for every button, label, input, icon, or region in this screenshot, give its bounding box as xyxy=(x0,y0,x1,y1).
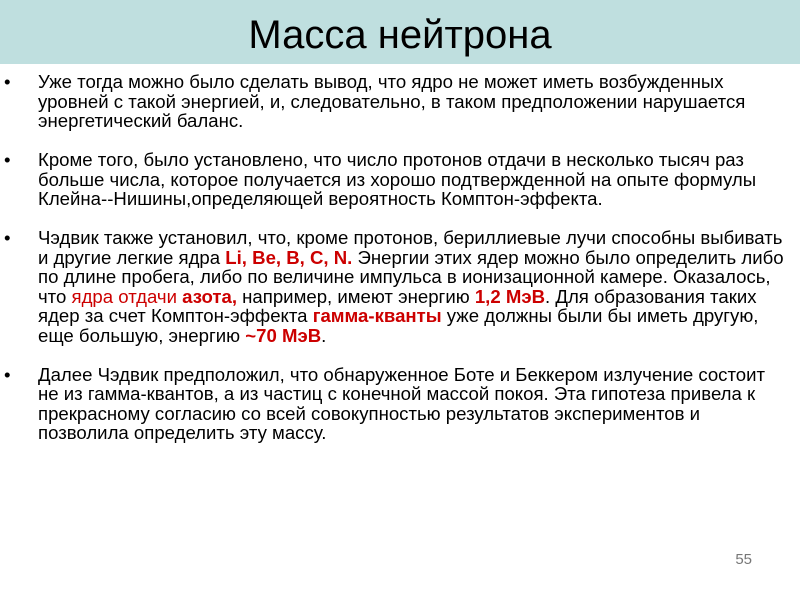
bullet-item-1 xyxy=(0,72,800,131)
page-number: 55 xyxy=(735,551,752,568)
bullet-item-2 xyxy=(0,150,800,209)
bullet-icon: • xyxy=(4,363,11,385)
bullet-text-segment: например, имеют энергию xyxy=(237,285,475,307)
highlight-gamma-quanta: гамма-кванты xyxy=(312,305,442,326)
highlight-energy-value: 1,2 МэВ xyxy=(474,285,546,307)
bullet-text-segment: . xyxy=(321,324,327,346)
bullet-text: Далее Чэдвик предположил, что обнаруженное Боте и Беккером излучение состоит не из гамма-квантов, а из частиц с конечной массой покоя. Эта гипотеза привела к прекрасному согласию со всей совокупностью результатов экспериментов и позволила определить эту массу. xyxy=(38,363,766,443)
slide-body xyxy=(0,72,800,462)
bullet-text-segment: уже должны были бы иметь другую, еще большую, энергию xyxy=(38,305,759,346)
highlight-recoil-nuclei: ядра отдачи xyxy=(71,285,177,307)
bullet-text: Кроме того, было установлено, что число протонов отдачи в несколько тысяч раз больше числа, которое получается из хорошо подтвержденной на опыте формулы Клейна--Нишины,определяющей вероятность Комптон-эффекта. xyxy=(38,149,757,209)
highlight-nuclei-list: Li, Be, B, C, N. xyxy=(225,246,353,268)
highlight-nitrogen: азота, xyxy=(182,285,237,307)
bullet-text: Уже тогда можно было сделать вывод, что ядро не может иметь возбужденных уровней с такой энергией, и, следовательно, в таком предположении нарушается энергетический баланс. xyxy=(38,71,746,131)
highlight-energy-estimate: ~70 МэВ xyxy=(245,324,322,346)
bullet-item-4 xyxy=(0,365,800,443)
slide-title: Масса нейтрона xyxy=(248,13,552,57)
bullet-text-segment: Чэдвик также установил, что, кроме протонов, бериллиевые лучи способны выбивать и другие легкие ядра xyxy=(38,227,783,268)
bullet-icon: • xyxy=(4,227,11,248)
bullet-text-segment: Энергии этих ядер можно было определить либо по длине пробега, либо по величине импульса в ионизационной камере. Оказалось, что xyxy=(38,246,784,307)
bullet-item-3 xyxy=(0,228,800,345)
bullet-icon: • xyxy=(4,149,11,170)
bullet-icon: • xyxy=(4,71,11,92)
bullet-text-segment: . Для образования таких ядер за счет Комптон-эффекта xyxy=(38,285,757,326)
